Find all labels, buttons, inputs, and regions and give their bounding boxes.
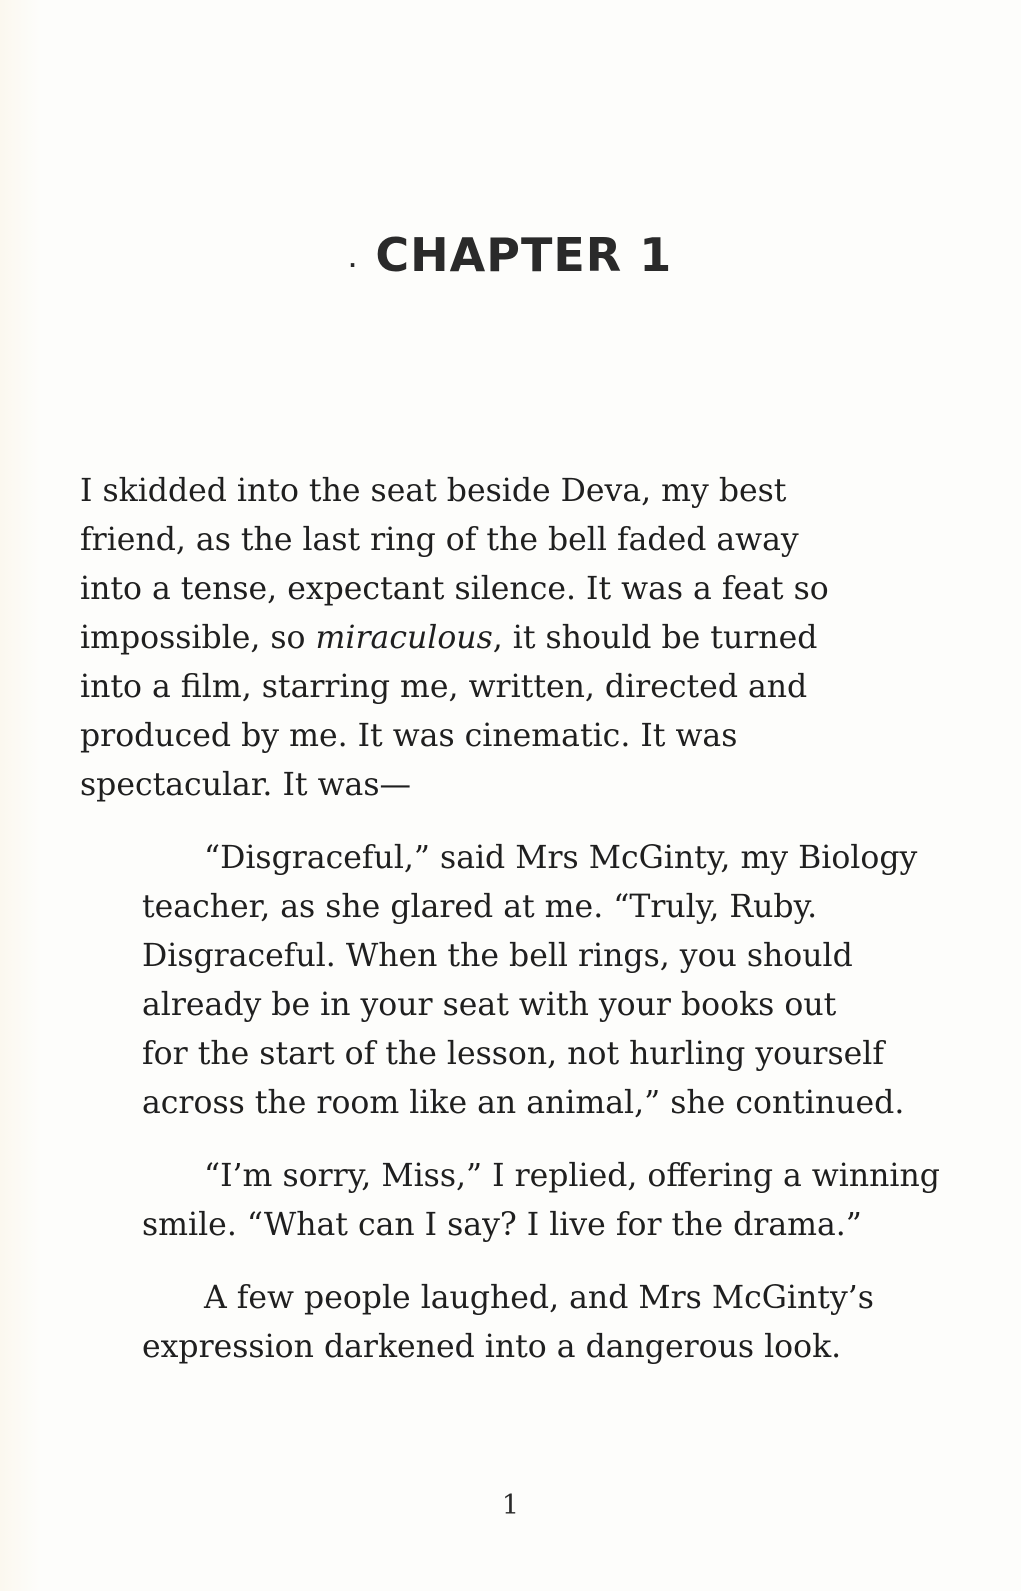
page-number: 1 xyxy=(501,1490,520,1521)
text-line: expression darkened into a dangerous look. xyxy=(142,1329,842,1365)
text-line: for the start of the lesson, not hurling yourself xyxy=(142,1036,885,1072)
chapter-title: CHAPTER 1 xyxy=(375,228,673,282)
text-segment: impossible, so xyxy=(80,620,316,656)
text-line: “Disgraceful,” said Mrs McGinty, my Biology xyxy=(204,840,918,876)
text-line: “I’m sorry, Miss,” I replied, offering a winning xyxy=(204,1158,940,1194)
paragraph-3 xyxy=(80,1152,940,1250)
heading-dot: . xyxy=(348,248,358,272)
text-line: teacher, as she glared at me. “Truly, Ruby. xyxy=(142,889,818,925)
text-line: into a film, starring me, written, directed and xyxy=(80,669,808,705)
chapter-heading xyxy=(0,228,1021,282)
emphasized-word: miraculous xyxy=(315,620,493,656)
text-line: A few people laughed, and Mrs McGinty’s xyxy=(204,1280,874,1316)
paragraph-4 xyxy=(80,1274,930,1372)
text-line: friend, as the last ring of the bell faded away xyxy=(80,522,799,558)
text-line: Disgraceful. When the bell rings, you should xyxy=(142,938,853,974)
text-line: across the room like an animal,” she continued. xyxy=(142,1085,905,1121)
text-line: produced by me. It was cinematic. It was xyxy=(80,718,738,754)
text-segment: , it should be turned xyxy=(492,620,818,656)
text-line: I skidded into the seat beside Deva, my best xyxy=(80,473,787,509)
text-line: into a tense, expectant silence. It was a feat so xyxy=(80,571,829,607)
paragraph-1 xyxy=(80,467,930,810)
text-line: smile. “What can I say? I live for the drama.” xyxy=(142,1207,862,1243)
text-line: already be in your seat with your books out xyxy=(142,987,837,1023)
text-line: spectacular. It was— xyxy=(80,767,411,803)
paragraph-2 xyxy=(80,834,930,1128)
body-text xyxy=(80,467,940,1396)
text-line xyxy=(80,614,930,663)
